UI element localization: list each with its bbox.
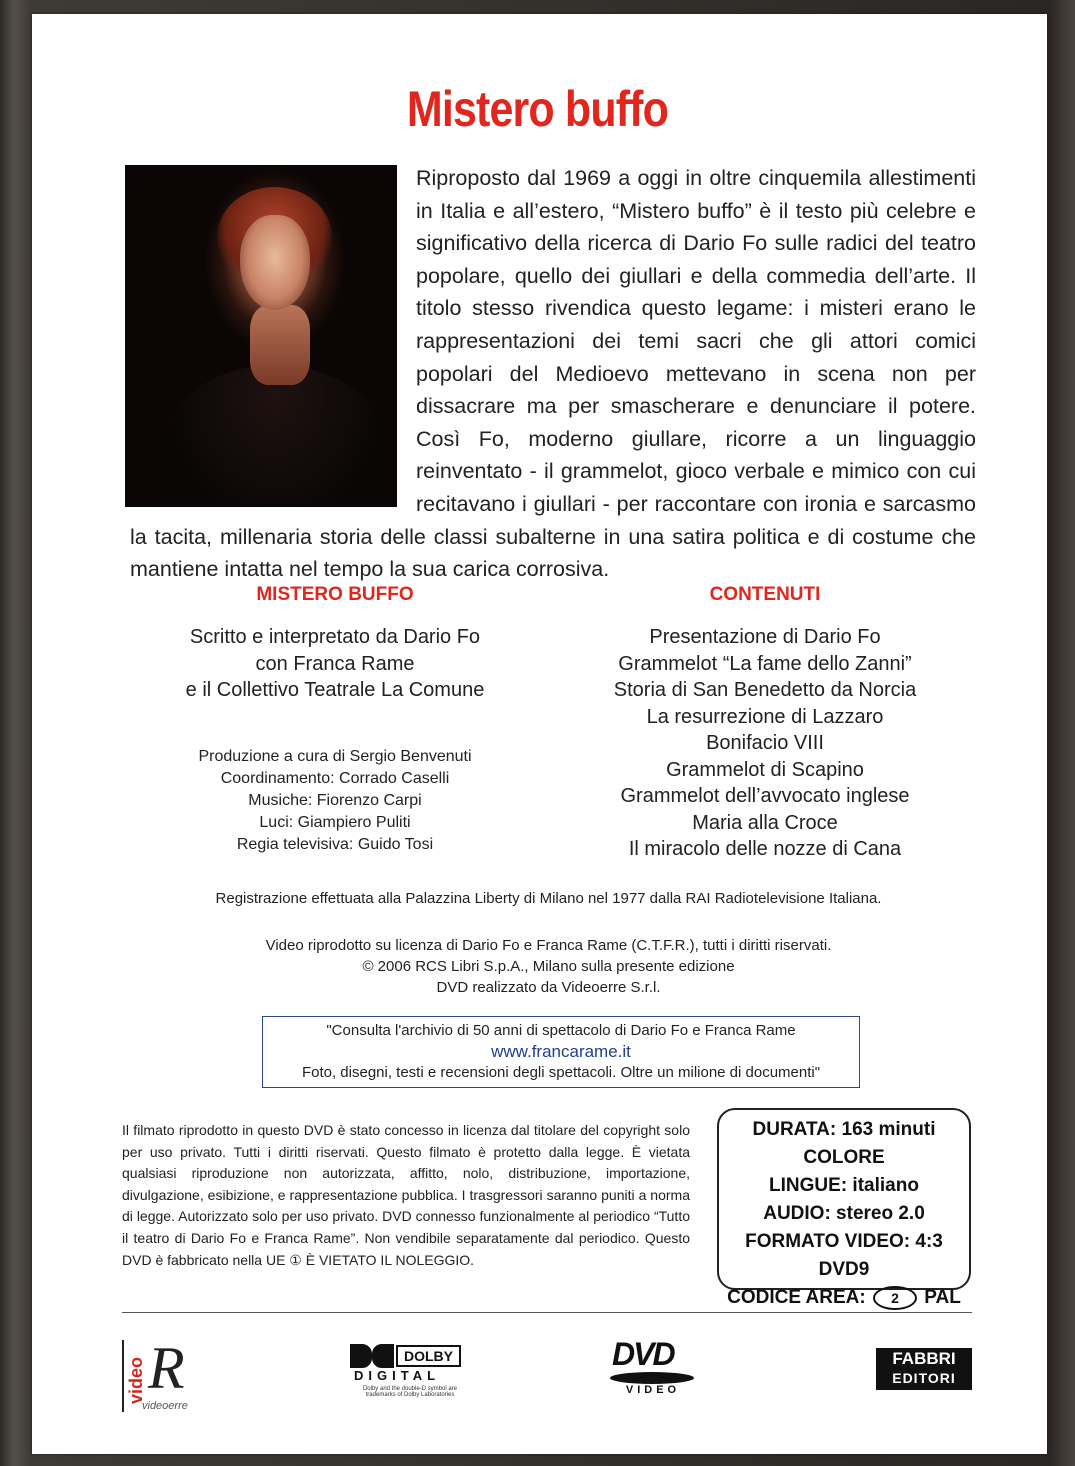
dolby-trademark-2: trademarks of Dolby Laboratories <box>365 1392 455 1398</box>
archive-link[interactable]: www.francarame.it <box>491 1042 631 1061</box>
contents-item: Grammelot di Scapino <box>666 758 864 781</box>
spec-colore: COLORE <box>803 1147 885 1168</box>
dvd-video-logo <box>610 1336 696 1396</box>
contents-item: La resurrezione di Lazzaro <box>646 705 884 728</box>
contents-item: Grammelot “La fame dello Zanni” <box>618 652 912 675</box>
dolby-logo <box>350 1344 470 1404</box>
staff-line: Coordinamento: Corrado Caselli <box>220 770 450 787</box>
contents-list <box>570 624 960 863</box>
credit-line: Scritto e interpretato da Dario Fo <box>189 626 481 648</box>
legal-text: Il filmato riprodotto in questo DVD è stato concesso in licenza dal titolare del copyright solo per uso privato. Tutti i diritti riservati. Questo filmato è protetto dalla legge. È vietata qualsiasi riproduzione non autorizzata, affitto, nolo, distribuzione, importazione, divulgazione, esibizione, e rappresentazione pubblica. I trasgressori saranno puniti a norma di legge. Autorizzato solo per uso privato. DVD connesso funzionalmente al periodico “Tutto il teatro di Dario Fo e Franca Rame”. Non vendibile separatamente dal periodico. Questo DVD è fabbricato nella UE ① È VIETATO IL NOLEGGIO. <box>122 1122 690 1268</box>
videoerre-name: videoerre <box>142 1400 188 1412</box>
dolby-box-label: DOLBY <box>396 1345 461 1367</box>
videoerre-vertical: video <box>126 1356 146 1404</box>
fabbri-editori-logo <box>876 1348 972 1390</box>
credits-main <box>140 624 530 704</box>
spec-audio: AUDIO: stereo 2.0 <box>763 1203 925 1224</box>
intro-paragraph <box>130 162 976 586</box>
credit-line: e il Collettivo Teatrale La Comune <box>185 679 485 701</box>
dvd-video-label: VIDEO <box>625 1384 681 1396</box>
spec-codice-label: CODICE AREA: <box>727 1287 866 1308</box>
spec-durata: DURATA: 163 minuti <box>752 1119 936 1140</box>
region-number: 2 <box>891 1289 899 1306</box>
dolby-double-d-icon <box>350 1344 392 1366</box>
editori-label: EDITORI <box>892 1370 956 1386</box>
dolby-digital-label: DIGITAL <box>354 1368 441 1383</box>
contents-item: Bonifacio VIII <box>706 732 824 754</box>
spec-pal: PAL <box>924 1287 961 1308</box>
staff-line: Musiche: Fiorenzo Carpi <box>248 792 422 809</box>
region-globe-icon <box>873 1286 917 1310</box>
dvd-disc-icon <box>610 1372 694 1384</box>
credit-line: con Franca Rame <box>255 652 415 675</box>
credits-staff <box>140 746 530 856</box>
rights-line: DVD realizzato da Videoerre S.r.l. <box>436 979 661 996</box>
intro-text: Riproposto dal 1969 a oggi in oltre cinquemila allestimenti in Italia e all’estero, “Mistero buffo” è il testo più celebre e significativo della ricerca di Dario Fo sulle radici del teatro popolare, quello dei giullari e della commedia dell’arte. Il titolo stesso rivendica questo legame: i misteri erano le rappresentazioni dei temi sacri che gli attori comici popolari del Medioevo mettevano in scena non per dissacrare ma per smascherare e denunciare il potere. Così Fo, moderno giullare, ricorre a un linguaggio reinventato - il grammelot, gioco verbale e mimico con cui recitavano i giullari - per raccontare con ironia e sarcasmo la tacita, millenaria storia delle classi subalterne in una satira politica e di costume che mantiene intatta nel tempo la sua carica corrosiva. <box>130 166 976 582</box>
rights-line: © 2006 RCS Libri S.p.A., Milano sulla presente edizione <box>362 958 735 975</box>
fabbri-label: FABBRI <box>892 1349 956 1368</box>
rights-block <box>0 935 1075 998</box>
contents-item: Maria alla Croce <box>692 811 838 834</box>
contents-item: Presentazione di Dario Fo <box>649 626 881 648</box>
recording-note: Registrazione effettuata alla Palazzina Liberty di Milano nel 1977 dalla RAI Radiotelevisione Italiana. <box>215 890 882 907</box>
specs-box <box>717 1108 971 1308</box>
contents-heading: CONTENUTI <box>709 584 821 605</box>
staff-line: Regia televisiva: Guido Tosi <box>236 836 434 853</box>
spec-lingue: LINGUE: italiano <box>769 1175 919 1196</box>
dvd-logo-text: DVD <box>612 1336 674 1372</box>
spec-codice <box>719 1284 969 1312</box>
videoerre-logo <box>122 1336 212 1416</box>
page-title: Mistero buffo <box>406 81 669 137</box>
contents-item: Grammelot dell’avvocato inglese <box>620 785 910 807</box>
archive-line-1: "Consulta l'archivio di 50 anni di spettacolo di Dario Fo e Franca Rame <box>326 1022 796 1039</box>
archive-line-2: Foto, disegni, testi e recensioni degli spettacoli. Oltre un milione di documenti" <box>301 1064 821 1081</box>
staff-line: Produzione a cura di Sergio Benvenuti <box>198 748 472 765</box>
spec-formato: FORMATO VIDEO: 4:3 DVD9 <box>745 1231 943 1280</box>
videoerre-r-icon: R <box>148 1335 185 1401</box>
footer-divider <box>122 1312 972 1313</box>
contents-item: Storia di San Benedetto da Norcia <box>613 679 917 701</box>
credits-heading: MISTERO BUFFO <box>256 584 414 605</box>
archive-box <box>262 1016 860 1088</box>
contents-item: Il miracolo delle nozze di Cana <box>628 838 902 860</box>
dolby-trademark-1: Dolby and the double-D symbol are <box>362 1386 458 1392</box>
rights-line: Video riprodotto su licenza di Dario Fo e Franca Rame (C.T.F.R.), tutti i diritti riservati. <box>265 937 832 954</box>
staff-line: Luci: Giampiero Puliti <box>259 814 411 831</box>
